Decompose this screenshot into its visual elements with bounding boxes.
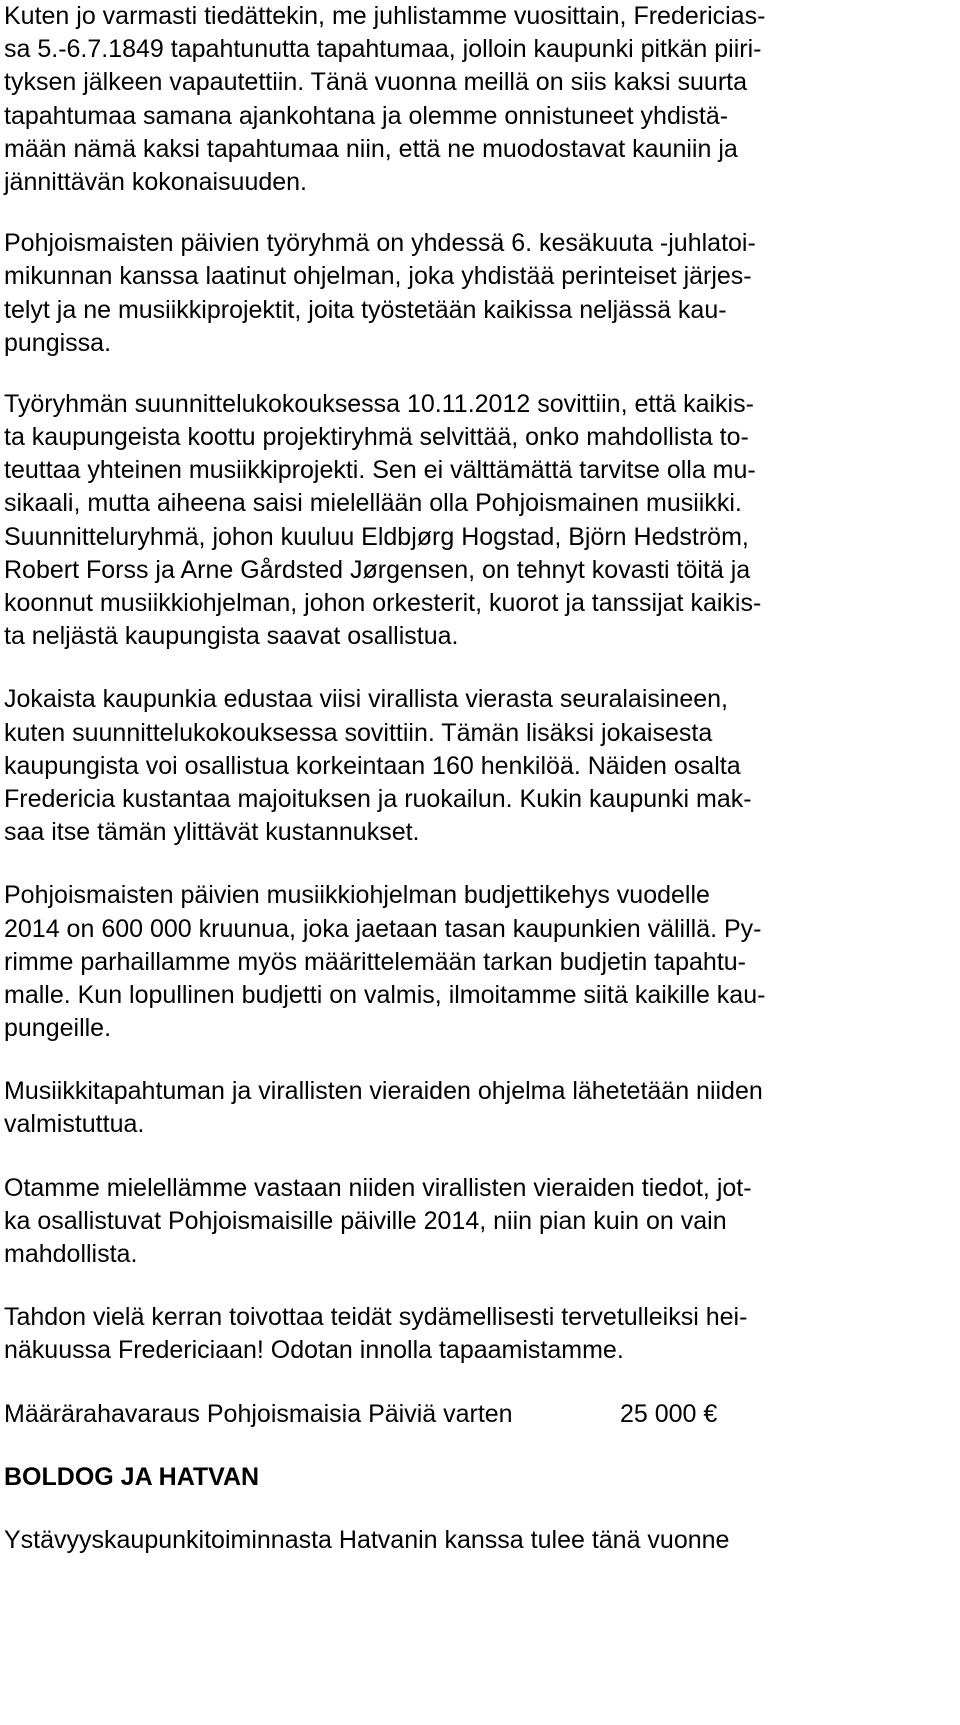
text-line: Pohjoismaisten päivien työryhmä on yhdessä 6. kesäkuuta -juhlatoi-	[4, 229, 756, 258]
planning-paragraph	[4, 388, 954, 654]
text-line: ta kaupungeista koottu projektiryhmä selvittää, onko mahdollista to-	[4, 423, 749, 452]
section-heading-block	[4, 1461, 954, 1494]
allocation-line	[4, 1398, 954, 1431]
text-line: ta neljästä kaupungista saavat osallistua.	[4, 622, 459, 651]
text-line: Pohjoismaisten päivien musiikkiohjelman budjettikehys vuodelle	[4, 881, 710, 910]
text-line: Ystävyyskaupunkitoiminnasta Hatvanin kanssa tulee tänä vuonne	[4, 1525, 730, 1554]
document-page	[4, 0, 954, 1557]
text-line: teuttaa yhteinen musiikkiprojekti. Sen ei välttämättä tarvitse olla mu-	[4, 456, 756, 485]
budget-paragraph	[4, 879, 954, 1045]
text-line: tyksen jälkeen vapautettiin. Tänä vuonna meillä on siis kaksi suurta	[4, 68, 748, 97]
text-line: Työryhmän suunnittelukokouksessa 10.11.2012 sovittiin, että kaikis-	[4, 389, 754, 418]
text-line: koonnut musiikkiohjelman, johon orkesterit, kuorot ja tanssijat kaikis-	[4, 589, 762, 617]
text-line: valmistuttua.	[4, 1110, 145, 1139]
program-paragraph	[4, 1075, 954, 1141]
text-line: telyt ja ne musiikkiprojektit, joita työstetään kaikissa neljässä kau-	[4, 295, 727, 324]
text-line: sa 5.-6.7.1849 tapahtunutta tapahtumaa, jolloin kaupunki pitkän piiri-	[4, 35, 762, 64]
text-line: Fredericia kustantaa majoituksen ja ruokailun. Kukin kaupunki mak-	[4, 784, 752, 813]
text-line: näkuussa Fredericiaan! Odotan innolla tapaamistamme.	[4, 1336, 624, 1365]
text-line: ka osallistuvat Pohjoismaisille päiville 2014, niin pian kuin on vain	[4, 1206, 727, 1235]
text-line: mikunnan kanssa laatinut ohjelman, joka yhdistää perinteiset järjes-	[4, 262, 752, 291]
text-line: kuten suunnittelukokouksessa sovittiin. Tämän lisäksi jokaisesta	[4, 718, 713, 747]
text-line: rimme parhaillamme myös määrittelemään tarkan budjetin tapahtu-	[4, 947, 746, 976]
workgroup-paragraph	[4, 227, 954, 360]
text-line: Tahdon vielä kerran toivottaa teidät sydämellisesti tervetulleiksi hei-	[4, 1303, 748, 1332]
text-line: pungissa.	[4, 328, 112, 357]
text-line: mahdollista.	[4, 1240, 138, 1268]
text-line: Jokaista kaupunkia edustaa viisi virallista vierasta seuralaisineen,	[4, 685, 728, 714]
section-heading: BOLDOG JA HATVAN	[4, 1462, 260, 1491]
text-line: kaupungista voi osallistua korkeintaan 160 henkilöä. Näiden osalta	[4, 751, 741, 780]
intro-paragraph	[4, 0, 954, 199]
text-line: jännittävän kokonaisuuden.	[4, 167, 308, 196]
welcome-paragraph	[4, 1301, 954, 1367]
text-line: malle. Kun lopullinen budjetti on valmis, ilmoitamme siitä kaikille kau-	[4, 980, 766, 1009]
text-line: Otamme mielellämme vastaan niiden virallisten vieraiden tiedot, jot-	[4, 1173, 752, 1202]
text-line: Kuten jo varmasti tiedättekin, me juhlistamme vuosittain, Fredericias-	[4, 2, 766, 30]
text-line: mään nämä kaksi tapahtumaa niin, että ne muodostavat kauniin ja	[4, 134, 738, 163]
allocation-amount: 25 000 €	[620, 1399, 718, 1428]
text-line: Musiikkitapahtuman ja virallisten vieraiden ohjelma lähetetään niiden	[4, 1077, 763, 1106]
delegates-paragraph	[4, 683, 954, 849]
closing-paragraph	[4, 1524, 954, 1557]
text-line: Suunnitteluryhmä, johon kuuluu Eldbjørg Hogstad, Björn Hedström,	[4, 522, 749, 551]
text-line: pungeille.	[4, 1014, 112, 1043]
text-line: 2014 on 600 000 kruunua, joka jaetaan tasan kaupunkien välillä. Py-	[4, 914, 762, 943]
text-line: saa itse tämän ylittävät kustannukset.	[4, 818, 420, 847]
text-line: Robert Forss ja Arne Gårdsted Jørgensen, on tehnyt kovasti töitä ja	[4, 555, 751, 584]
text-line: sikaali, mutta aiheena saisi mielellään olla Pohjoismainen musiikki.	[4, 489, 742, 518]
allocation-label: Määrärahavaraus Pohjoismaisia Päiviä varten	[4, 1399, 513, 1428]
text-line: tapahtumaa samana ajankohtana ja olemme onnistuneet yhdistä-	[4, 101, 729, 130]
info-paragraph	[4, 1172, 954, 1272]
